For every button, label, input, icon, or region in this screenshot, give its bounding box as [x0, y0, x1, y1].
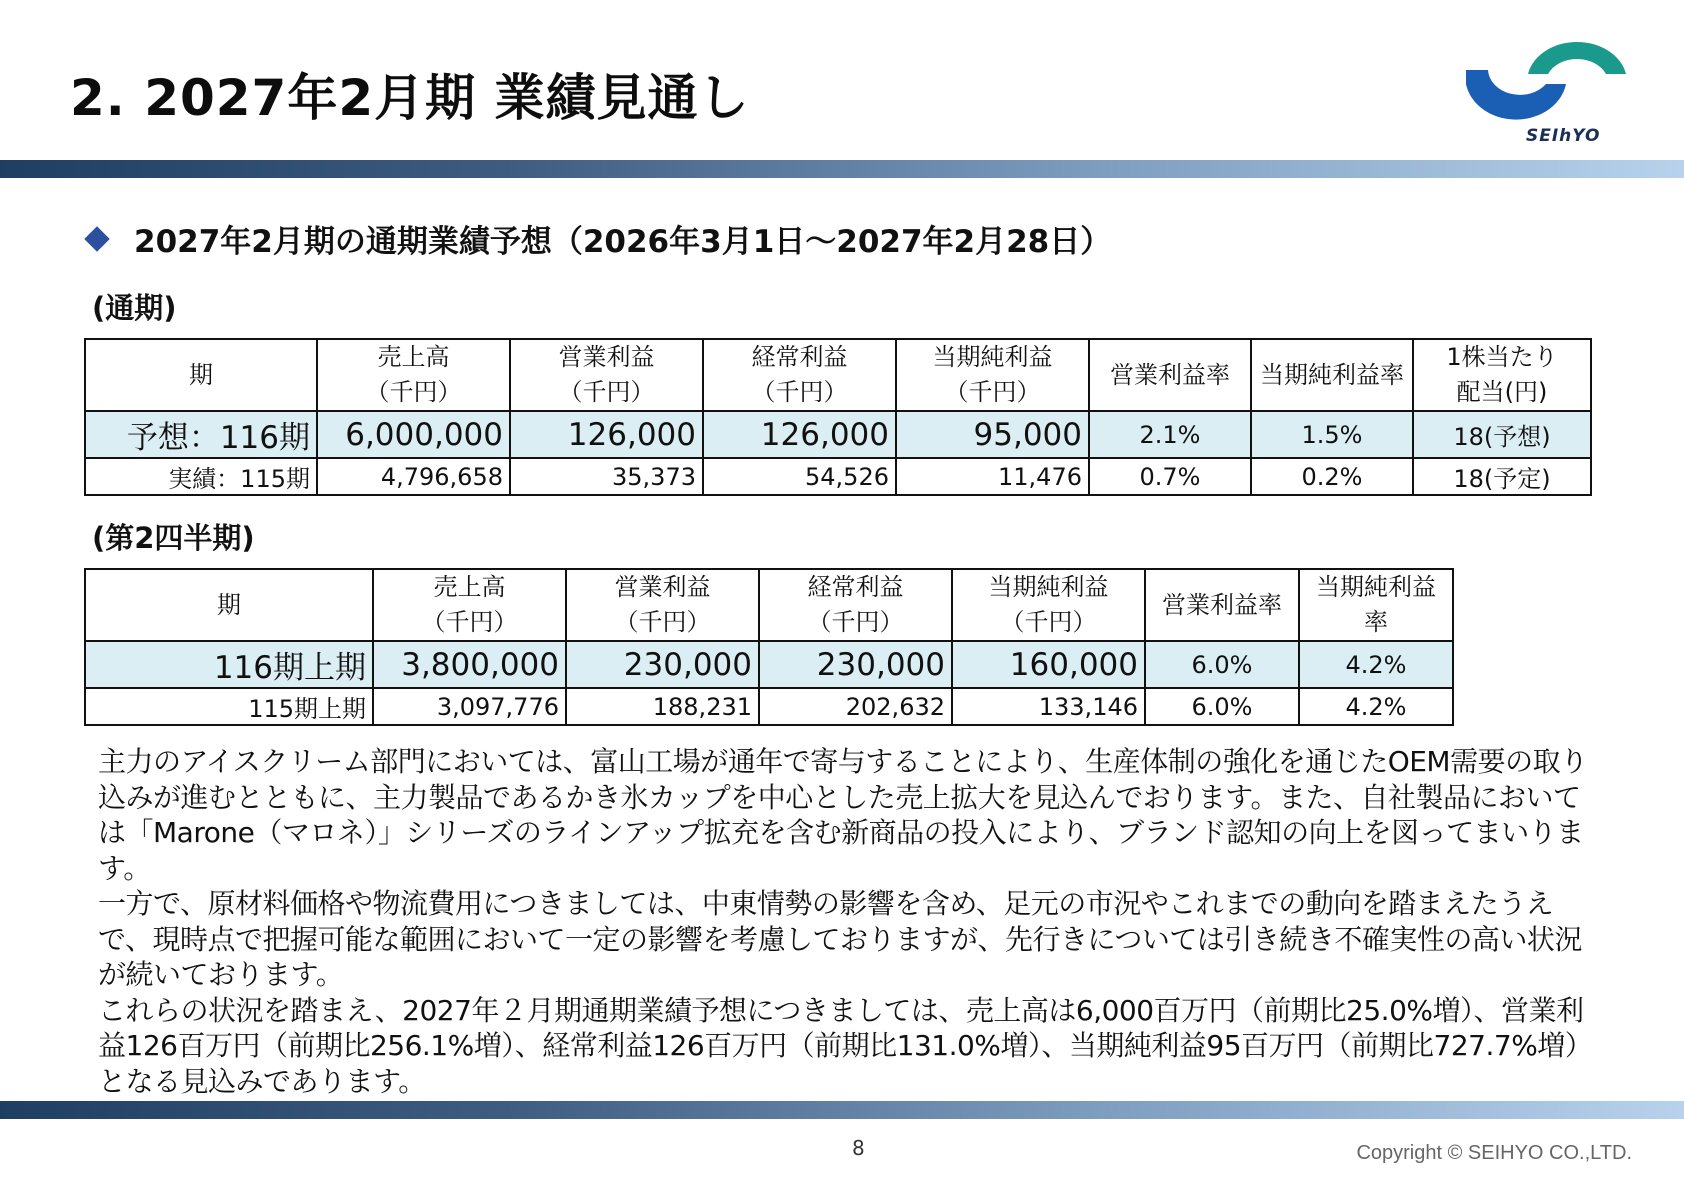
cell-net-margin: 1.5% — [1251, 411, 1413, 458]
q2-label: (第2四半期) — [92, 521, 255, 555]
header-op-income: 営業利益 （千円） — [566, 569, 759, 641]
cell-sales: 6,000,000 — [317, 411, 510, 458]
table-header-row — [85, 339, 1591, 411]
cell-ord-income: 54,526 — [703, 458, 896, 495]
header-op-margin: 営業利益率 — [1145, 569, 1299, 641]
header-period: 期 — [85, 569, 373, 641]
cell-dividend: 18(予想) — [1413, 411, 1591, 458]
header-ord-income: 経常利益 （千円） — [703, 339, 896, 411]
commentary-text — [98, 744, 1588, 1099]
commentary-paragraph: これらの状況を踏まえ、2027年２月期通期業績予想につきましては、売上高は6,000百万円（前期比25.0%増）、営業利益126百万円（前期比256.1%増）、経常利益126百万円（前期比131.0%増）、当期純利益95百万円（前期比727.7%増）となる見込みであります。 — [98, 993, 1584, 1098]
cell-ord-income: 126,000 — [703, 411, 896, 458]
cell-net-income: 160,000 — [952, 641, 1145, 688]
header-op-income: 営業利益 （千円） — [510, 339, 703, 411]
cell-net-income: 133,146 — [952, 688, 1145, 725]
cell-sales: 4,796,658 — [317, 458, 510, 495]
table-row-forecast — [85, 411, 1591, 458]
full-year-label: (通期) — [92, 291, 177, 325]
table-header-row — [85, 569, 1453, 641]
cell-op-margin: 2.1% — [1089, 411, 1251, 458]
header-sales: 売上高 （千円） — [373, 569, 566, 641]
cell-op-margin: 6.0% — [1145, 688, 1299, 725]
header-period: 期 — [85, 339, 317, 411]
cell-net-margin: 0.2% — [1251, 458, 1413, 495]
logo-mark-icon — [1466, 34, 1626, 134]
q2-table — [84, 568, 1454, 726]
header-ord-income: 経常利益 （千円） — [759, 569, 952, 641]
cell-op-income: 35,373 — [510, 458, 703, 495]
full-year-table — [84, 338, 1592, 496]
header-dividend: 1株当たり 配当(円) — [1413, 339, 1591, 411]
cell-period: 予想：116期 — [85, 411, 317, 458]
cell-ord-income: 230,000 — [759, 641, 952, 688]
commentary-paragraph: 主力のアイスクリーム部門においては、富山工場が通年で寄与することにより、生産体制の強化を通じたOEM需要の取り込みが進むとともに、主力製品であるかき氷カップを中心とした売上拡大を見込んでおります。また、自社製品においては「Marone（マロネ）」シリーズのラインアップ拡充を含む新商品の投入により、ブランド認知の向上を図ってまいります。 — [98, 745, 1588, 885]
copyright-notice: Copyright © SEIHYO CO.,LTD. — [1356, 1142, 1632, 1164]
cell-op-income: 230,000 — [566, 641, 759, 688]
cell-period: 116期上期 — [85, 641, 373, 688]
cell-net-income: 95,000 — [896, 411, 1089, 458]
section-heading — [88, 216, 1111, 261]
header-op-margin: 営業利益率 — [1089, 339, 1251, 411]
section-heading-text: 2027年2月期の通期業績予想（2026年3月1日～2027年2月28日） — [134, 224, 1112, 260]
header-net-margin: 当期純利益 率 — [1299, 569, 1453, 641]
slide-title: 2. 2027年2月期 業績見通し — [70, 69, 750, 127]
cell-op-income: 126,000 — [510, 411, 703, 458]
cell-op-income: 188,231 — [566, 688, 759, 725]
cell-period: 実績：115期 — [85, 458, 317, 495]
cell-net-margin: 4.2% — [1299, 641, 1453, 688]
header-net-income: 当期純利益 （千円） — [896, 339, 1089, 411]
cell-net-margin: 4.2% — [1299, 688, 1453, 725]
cell-op-margin: 6.0% — [1145, 641, 1299, 688]
cell-sales: 3,097,776 — [373, 688, 566, 725]
header-accent-band — [0, 160, 1684, 178]
footer-accent-band — [0, 1101, 1684, 1119]
header-sales: 売上高 （千円） — [317, 339, 510, 411]
cell-dividend: 18(予定) — [1413, 458, 1591, 495]
page-number: 8 — [852, 1136, 865, 1160]
cell-ord-income: 202,632 — [759, 688, 952, 725]
table-row-forecast — [85, 641, 1453, 688]
header-net-margin: 当期純利益率 — [1251, 339, 1413, 411]
diamond-bullet-icon — [84, 226, 109, 251]
cell-op-margin: 0.7% — [1089, 458, 1251, 495]
cell-period: 115期上期 — [85, 688, 373, 725]
cell-sales: 3,800,000 — [373, 641, 566, 688]
table-row-actual — [85, 458, 1591, 495]
table-row-actual — [85, 688, 1453, 725]
cell-net-income: 11,476 — [896, 458, 1089, 495]
company-logo — [1466, 34, 1626, 146]
logo-wordmark: SEIhYO — [1526, 126, 1601, 146]
header-net-income: 当期純利益 （千円） — [952, 569, 1145, 641]
commentary-paragraph: 一方で、原材料価格や物流費用につきましては、中東情勢の影響を含め、足元の市況やこれまでの動向を踏まえたうえで、現時点で把握可能な範囲において一定の影響を考慮しておりますが、先行きについては引き続き不確実性の高い状況が続いております。 — [98, 887, 1582, 991]
